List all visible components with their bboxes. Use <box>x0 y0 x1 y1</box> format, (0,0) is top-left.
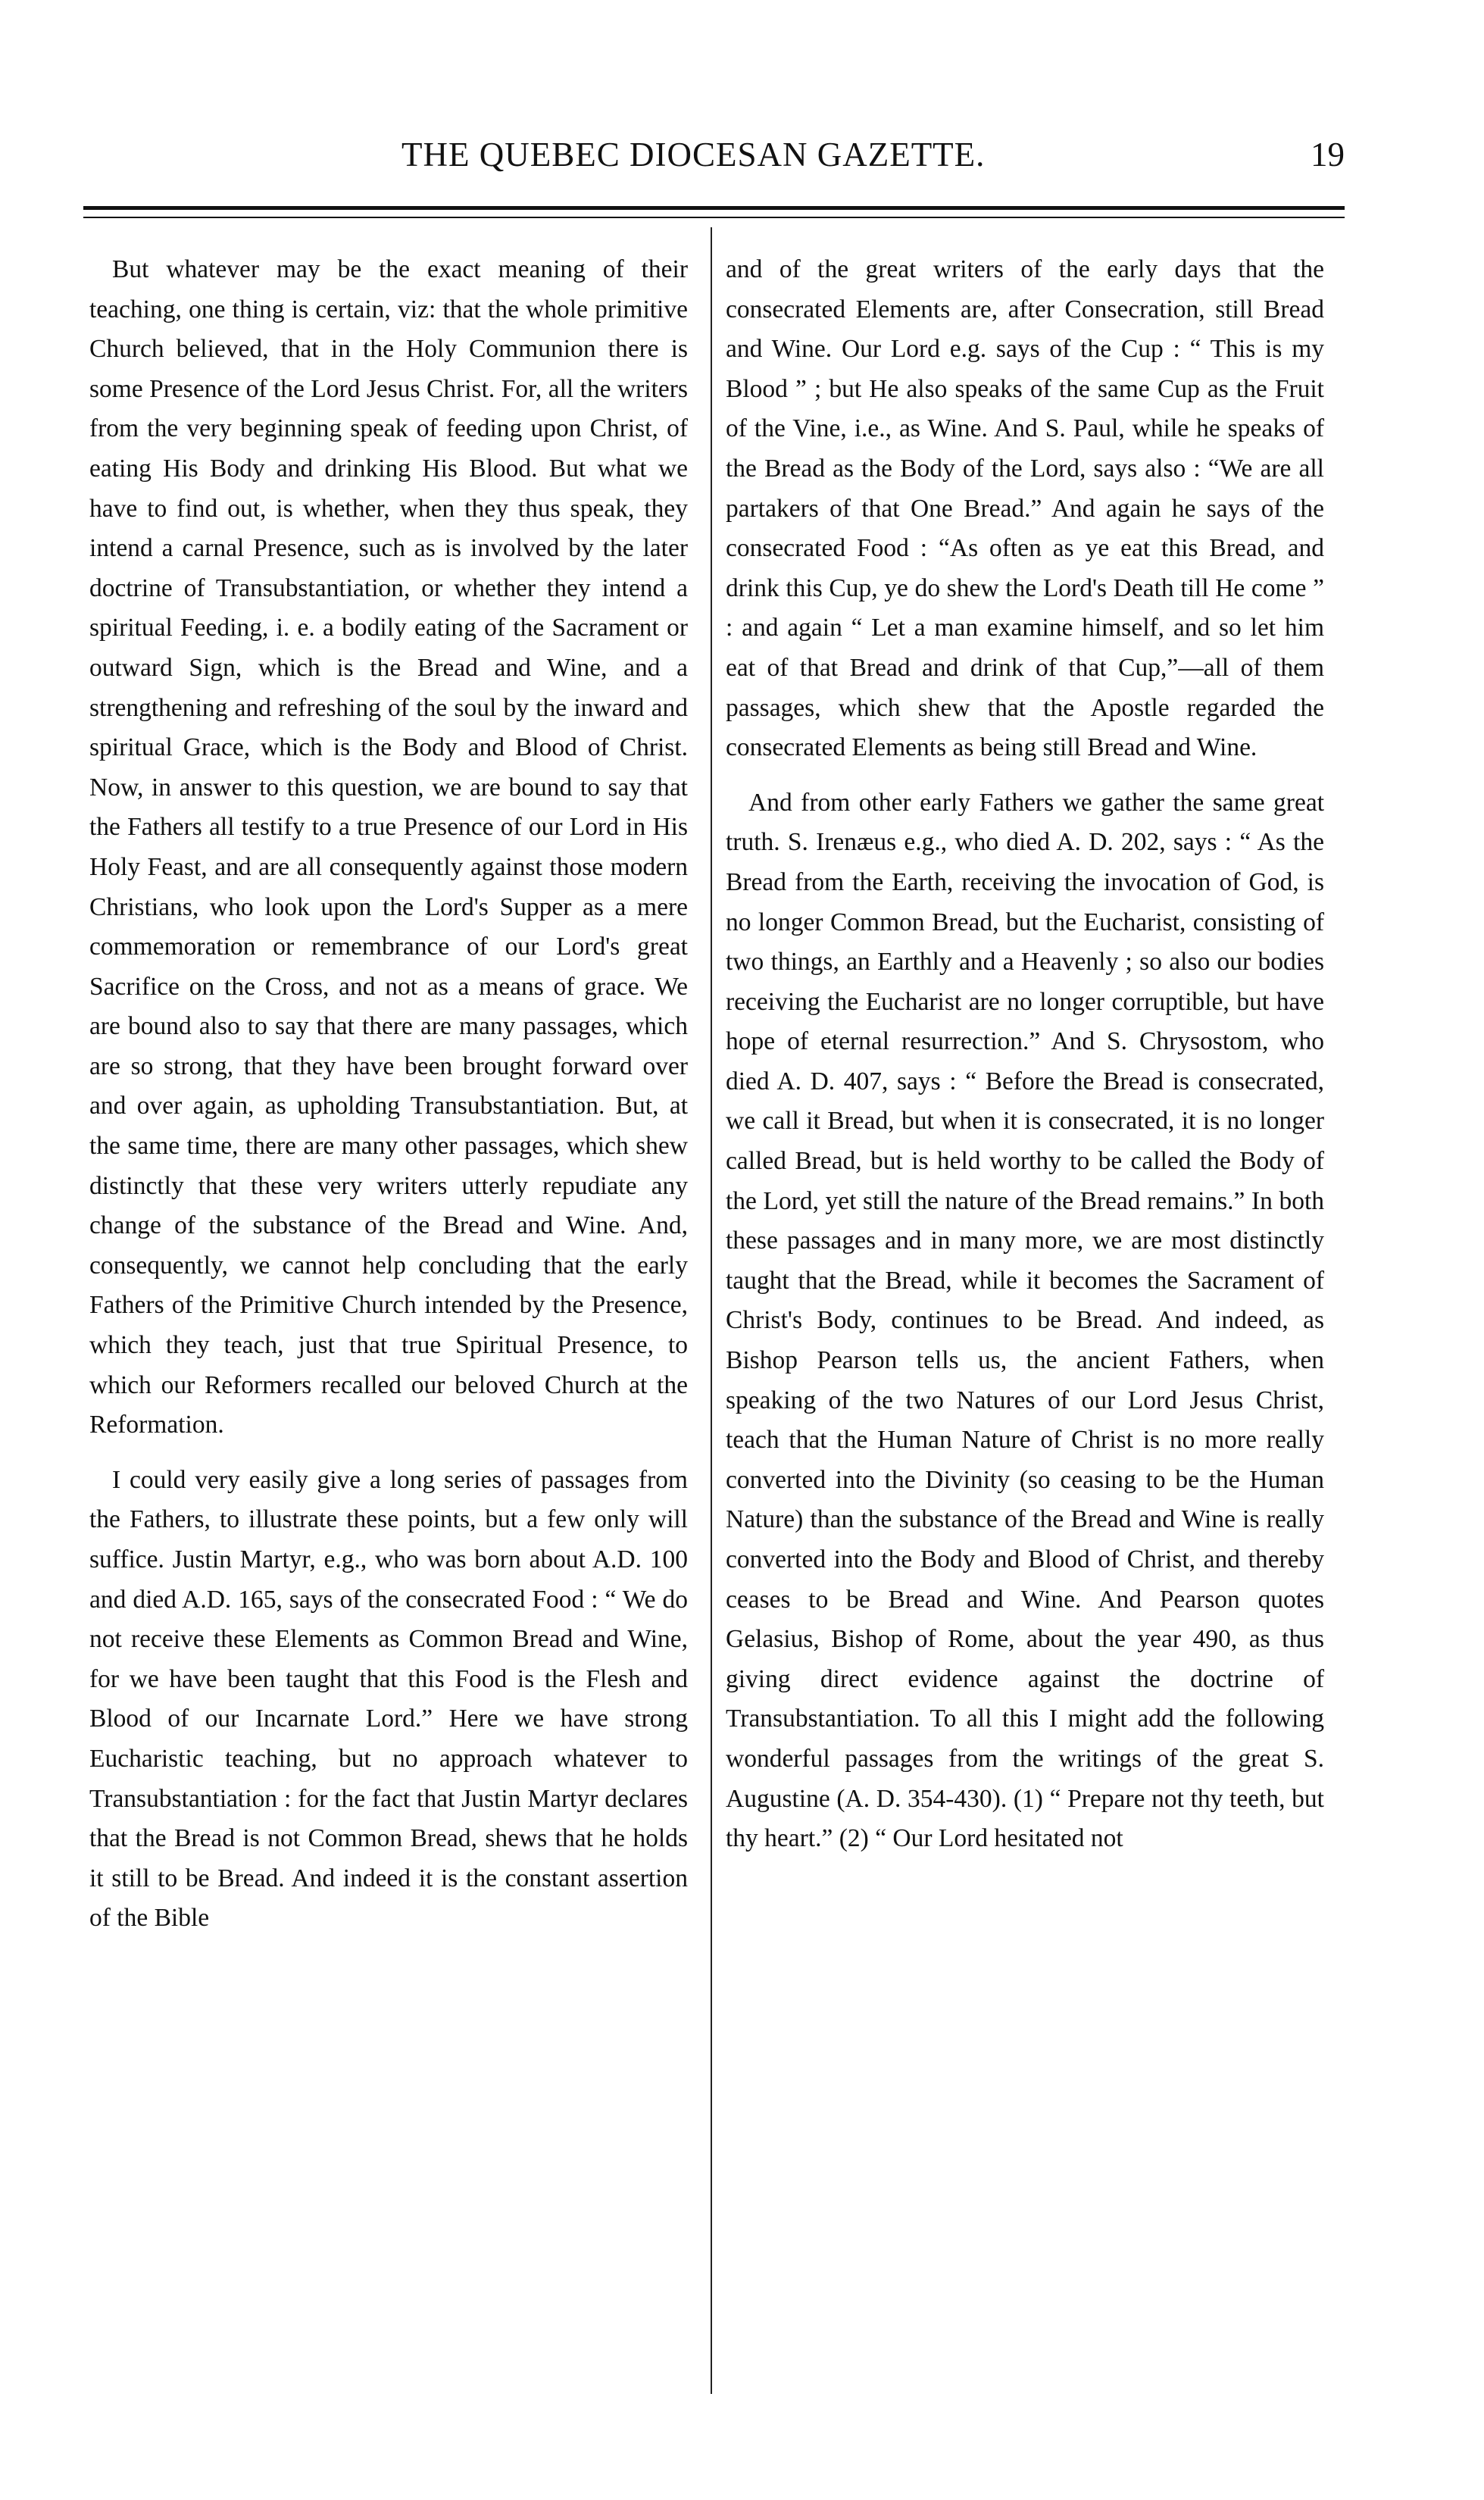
right-paragraph-1: and of the great writers of the early days that the consecrated Elements are, after Consecration, still Bread and Wine. Our Lord e.g. says of the Cup : “ This is my Blood ” ; but He also speaks of the same Cup as the Fruit of the Vine, i.e., as Wine. And S. Paul, while he speaks of the Bread as the Body of the Lord, says also : “We are all partakers of that One Bread.” And again he says of the consecrated Food : “As often as ye eat this Bread, and drink this Cup, ye do shew the Lord's Death till He come ” : and again “ Let a man examine himself, and so let him eat of that Bread and drink of that Cup,”—all of them passages, which shew that the Apostle regarded the consecrated Elements as being still Bread and Wine. <box>726 255 1324 762</box>
right-paragraph-2: And from other early Fathers we gather the same great truth. S. Irenæus e.g., who died A. D. 202, says : “ As the Bread from the Earth, receiving the invocation of God, is no longer Common Bread, but the Eucharist, consisting of two things, an Earthly and a Heavenly ; so also our bodies receiving the Eucharist are no longer corruptible, but have hope of eternal resurrection.” And S. Chrysostom, who died A. D. 407, says : “ Before the Bread is consecrated, we call it Bread, but when it is consecrated, it is no longer called Bread, but is held worthy to be called the Body of the Lord, yet still the nature of the Bread remains.” In both these passages and in many more, we are most distinctly taught that the Bread, while it becomes the Sacrament of Christ's Body, continues to be Bread. And indeed, as Bishop Pearson tells us, the ancient Fathers, when speaking of the two Natures of our Lord Jesus Christ, teach that the Human Nature of Christ is no more really converted into the Divinity (so ceasing to be the Human Nature) than the substance of the Bread and Wine is really converted into the Body and Blood of Christ, and thereby ceases to be Bread and Wine. And Pearson quotes Gelasius, Bishop of Rome, about the year 490, as thus giving direct evidence against the doctrine of Transubstantiation. To all this I might add the following wonderful passages from the writings of the great S. Augustine (A. D. 354-430). (1) “ Prepare not thy teeth, but thy heart.” (2) “ Our Lord hesitated not <box>726 788 1324 1853</box>
header-rule-thin <box>83 217 1345 218</box>
left-column <box>89 250 688 1939</box>
left-paragraph-1: But whatever may be the exact meaning of their teaching, one thing is certain, viz: that the whole primitive Church believed, that in the Holy Communion there is some Presence of the Lord Jesus Christ. For, all the writers from the very beginning speak of feeding upon Christ, of eating His Body and drinking His Blood. But what we have to find out, is whether, when they thus speak, they intend a carnal Presence, such as is involved by the later doctrine of Transubstantiation, or whether they intend a spiritual Feeding, i. e. a bodily eating of the Sacrament or outward Sign, which is the Bread and Wine, and a strengthening and refreshing of the soul by the inward and spiritual Grace, which is the Body and Blood of Christ. Now, in answer to this question, we are bound to say that the Fathers all testify to a true Presence of our Lord in His Holy Feast, and are all consequently against those modern Christians, who look upon the Lord's Supper as a mere commemoration or remembrance of our Lord's great Sacrifice on the Cross, and not as a means of grace. We are bound also to say that there are many passages, which are so strong, that they have been brought forward over and over again, as upholding Transubstantiation. But, at the same time, there are many other passages, which shew distinctly that these very writers utterly repudiate any change of the substance of the Bread and Wine. And, consequently, we cannot help concluding that the early Fathers of the Primitive Church intended by the Presence, which they teach, just that true Spiritual Presence, to which our Reformers recalled our beloved Church at the Reformation. <box>89 255 688 1439</box>
publication-title: THE QUEBEC DIOCESAN GAZETTE. <box>401 136 986 173</box>
right-column <box>726 250 1324 1859</box>
page-header <box>83 135 1345 195</box>
column-divider <box>711 227 712 2394</box>
left-paragraph-2: I could very easily give a long series of passages from the Fathers, to illustrate these points, but a few only will suffice. Justin Martyr, e.g., who was born about A.D. 100 and died A.D. 165, says of the consecrated Food : “ We do not receive these Elements as Common Bread and Wine, for we have been taught that this Food is the Flesh and Blood of our Incarnate Lord.” Here we have strong Eucharistic teaching, but no approach whatever to Transubstantiation : for the fact that Justin Martyr declares that the Bread is not Common Bread, shews that he holds it still to be Bread. And indeed it is the constant assertion of the Bible <box>89 1465 688 1933</box>
header-rule-thick <box>83 206 1345 210</box>
page-number: 19 <box>1311 136 1345 173</box>
